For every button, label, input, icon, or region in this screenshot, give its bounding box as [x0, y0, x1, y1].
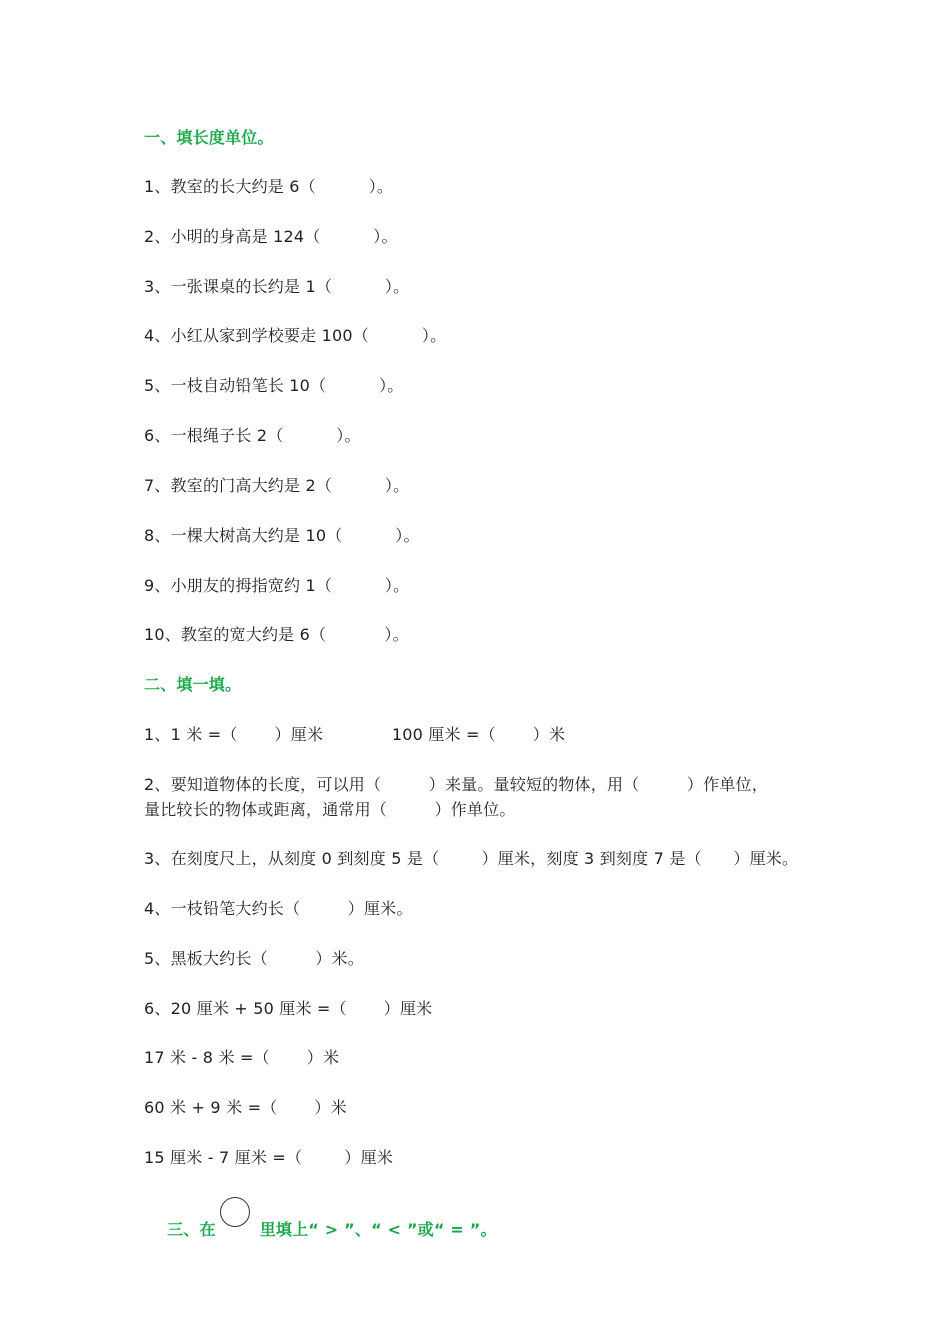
question-item: 2、要知道物体的长度，可以用（ ）来量。量较短的物体，用（ ）作单位，	[144, 775, 768, 794]
question-item-continuation: 量比较长的物体或距离，通常用（ ）作单位。	[144, 800, 516, 819]
question-item: 7、教室的门高大约是 2（ ）。	[144, 476, 410, 495]
question-item: 1、教室的长大约是 6（ ）。	[144, 177, 394, 196]
question-item: 1、1 米 =（ ）厘米 100 厘米 =（ ）米	[144, 725, 566, 744]
question-item: 8、一棵大树高大约是 10（ ）。	[144, 526, 420, 545]
section3-heading-prefix: 三、在	[167, 1220, 216, 1239]
question-item: 3、一张课桌的长约是 1（ ）。	[144, 277, 410, 296]
question-item: 60 米 + 9 米 =（ ）米	[144, 1098, 347, 1117]
question-item: 5、黑板大约长（ ）米。	[144, 949, 364, 968]
section3-heading-suffix: 里填上“ > ”、“ < ”或“ = ”。	[259, 1220, 497, 1239]
section3-heading	[144, 1183, 497, 1266]
question-item: 4、小红从家到学校要走 100（ ）。	[144, 326, 447, 345]
question-item: 17 米 - 8 米 =（ ）米	[144, 1048, 340, 1067]
question-item: 3、在刻度尺上，从刻度 0 到刻度 5 是（ ）厘米，刻度 3 到刻度 7 是（ ）厘米。	[144, 849, 799, 868]
question-item: 10、教室的宽大约是 6（ ）。	[144, 625, 409, 644]
question-item: 9、小朋友的拇指宽约 1（ ）。	[144, 576, 410, 595]
question-item: 5、一枝自动铅笔长 10（ ）。	[144, 376, 404, 395]
section2-heading: 二、填一填。	[144, 675, 242, 694]
question-item: 6、一根绳子长 2（ ）。	[144, 426, 361, 445]
section1-heading: 一、填长度单位。	[144, 128, 274, 147]
question-item: 15 厘米 - 7 厘米 =（ ）厘米	[144, 1148, 394, 1167]
question-item: 4、一枝铅笔大约长（ ）厘米。	[144, 899, 413, 918]
question-item: 6、20 厘米 + 50 厘米 =（ ）厘米	[144, 999, 433, 1018]
question-item: 2、小明的身高是 124（ ）。	[144, 227, 398, 246]
circle-blank-icon	[220, 1197, 250, 1227]
